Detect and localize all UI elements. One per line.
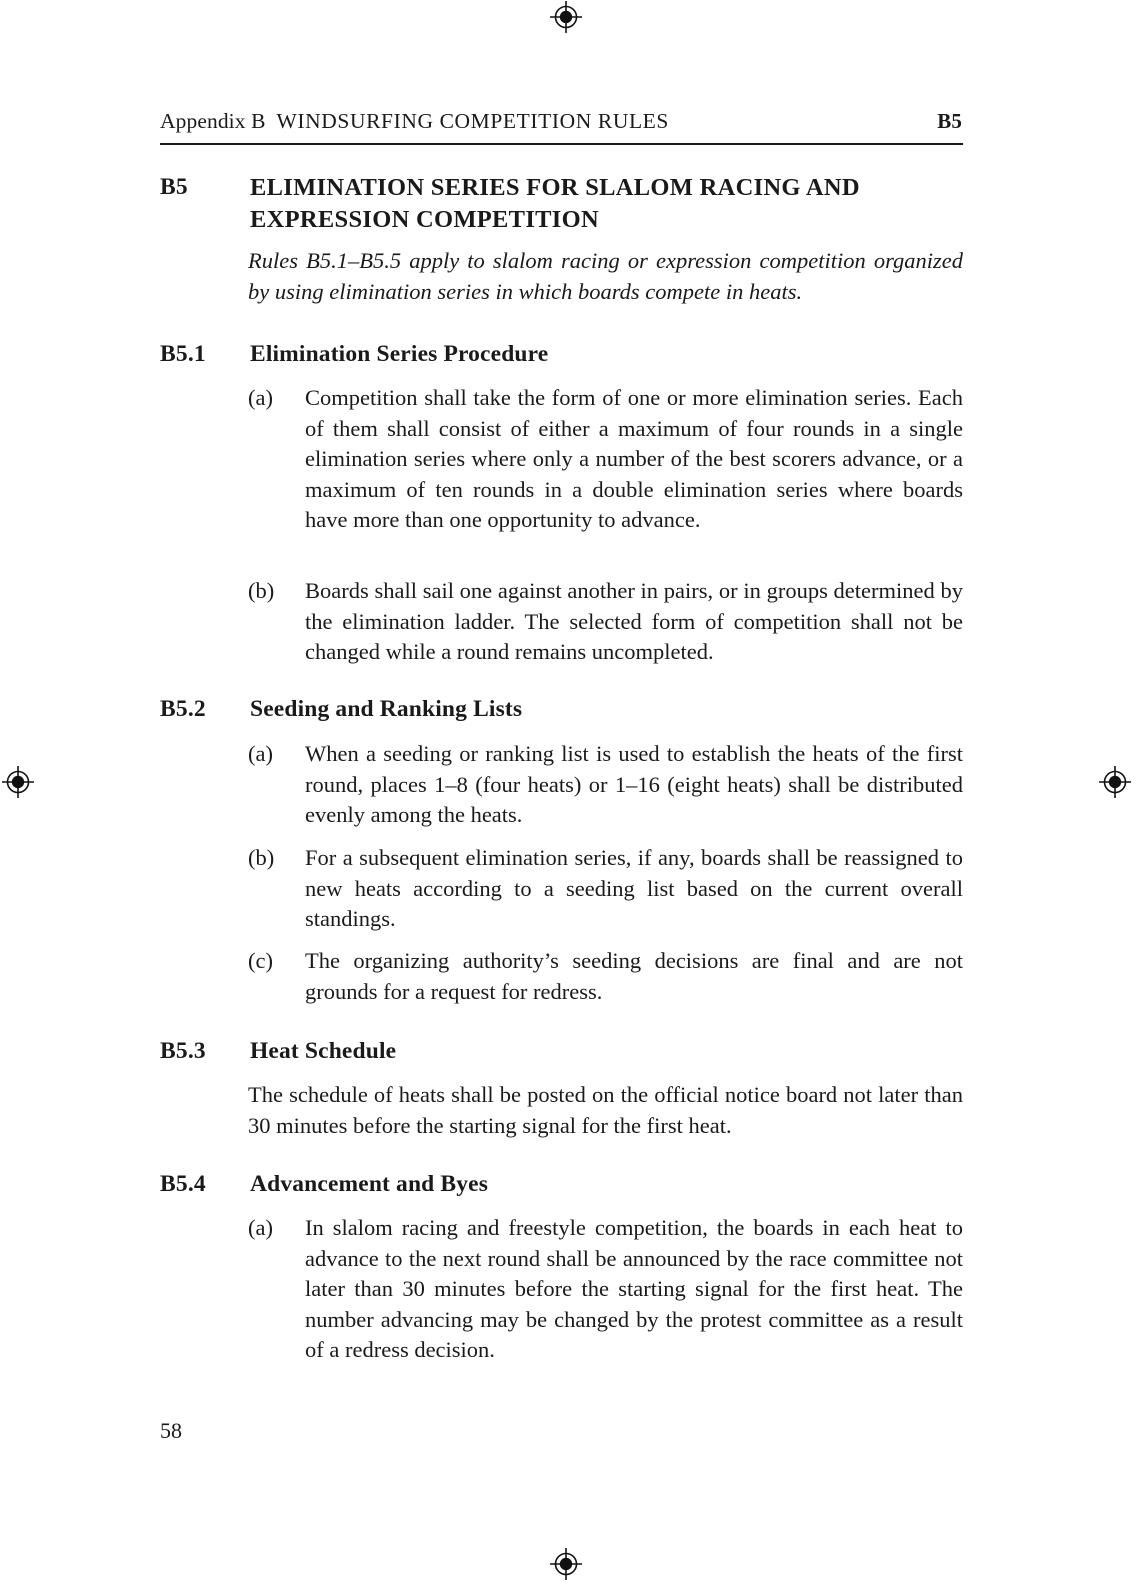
running-head-appendix: Appendix B [160, 109, 266, 133]
section-preamble-b5: Rules B5.1–B5.5 apply to slalom racing or expression competition organized by using elimination series in which boards compete in heats. [248, 248, 963, 304]
list-item-label: (a) [248, 741, 273, 766]
section-title-b5-3: Heat Schedule [250, 1038, 397, 1064]
header-rule [160, 143, 963, 145]
list-item-label: (c) [248, 948, 273, 973]
page-number: 58 [160, 1418, 182, 1443]
section-body-b5-3: The schedule of heats shall be posted on the official notice board not later than 30 minutes before the starting signal for the first heat. [248, 1082, 963, 1138]
list-item-b5-2-b [248, 843, 963, 935]
section-heading-b5-3 [160, 1036, 963, 1067]
list-item-text: When a seeding or ranking list is used to establish the heats of the first round, places 1–8 (four heats) or 1–16 (eight heats) shall be distributed evenly among the heats. [305, 741, 963, 828]
list-item-b5-1-a [248, 383, 963, 536]
section-heading-b5-4 [160, 1169, 963, 1200]
section-heading-b5 [160, 172, 963, 237]
list-item-b5-2-a [248, 739, 963, 831]
section-number-b5-3: B5.3 [160, 1038, 206, 1064]
list-item-text: For a subsequent elimination series, if any, boards shall be reassigned to new heats according to a seeding list based on the current overall standings. [305, 845, 963, 932]
list-item-text: In slalom racing and freestyle competition, the boards in each heat to advance to the next round shall be announced by the race committee not later than 30 minutes before the starting signal for the first heat. The number advancing may be changed by the protest committee as a result of a redress decision. [305, 1215, 963, 1363]
section-number-b5-1: B5.1 [160, 341, 206, 367]
list-item-b5-4-a [248, 1213, 963, 1366]
running-head-title: WINDSURFING COMPETITION RULES [276, 109, 669, 133]
section-number-b5: B5 [160, 174, 188, 200]
list-item-label: (a) [248, 385, 273, 410]
running-head-marker: B5 [937, 109, 962, 133]
section-number-b5-4: B5.4 [160, 1171, 206, 1197]
list-item-text: Competition shall take the form of one or more elimination series. Each of them shall consist of either a maximum of four rounds in a single elimination series where only a number of the best scorers advance, or a maximum of ten rounds in a double elimination series where boards have more than one opportunity to advance. [305, 385, 963, 533]
section-heading-b5-2 [160, 694, 963, 725]
list-item-b5-2-c [248, 946, 963, 1007]
running-head [160, 109, 962, 134]
list-item-label: (b) [248, 845, 275, 870]
section-title-b5-1: Elimination Series Procedure [250, 341, 549, 367]
list-item-text: Boards shall sail one against another in pairs, or in groups determined by the elimination ladder. The selected form of competition shall not be changed while a round remains uncompleted. [305, 578, 963, 665]
list-item-b5-1-b [248, 576, 963, 668]
section-title-b5: ELIMINATION SERIES FOR SLALOM RACING AND EXPRESSION COMPETITION [250, 174, 860, 234]
list-item-text: The organizing authority’s seeding decisions are final and are not grounds for a request for redress. [305, 948, 963, 1004]
section-title-b5-4: Advancement and Byes [250, 1171, 489, 1197]
section-number-b5-2: B5.2 [160, 696, 206, 722]
list-item-label: (a) [248, 1215, 273, 1240]
section-heading-b5-1 [160, 339, 963, 370]
section-title-b5-2: Seeding and Ranking Lists [250, 696, 523, 722]
running-head-left [160, 109, 669, 134]
list-item-label: (b) [248, 578, 275, 603]
